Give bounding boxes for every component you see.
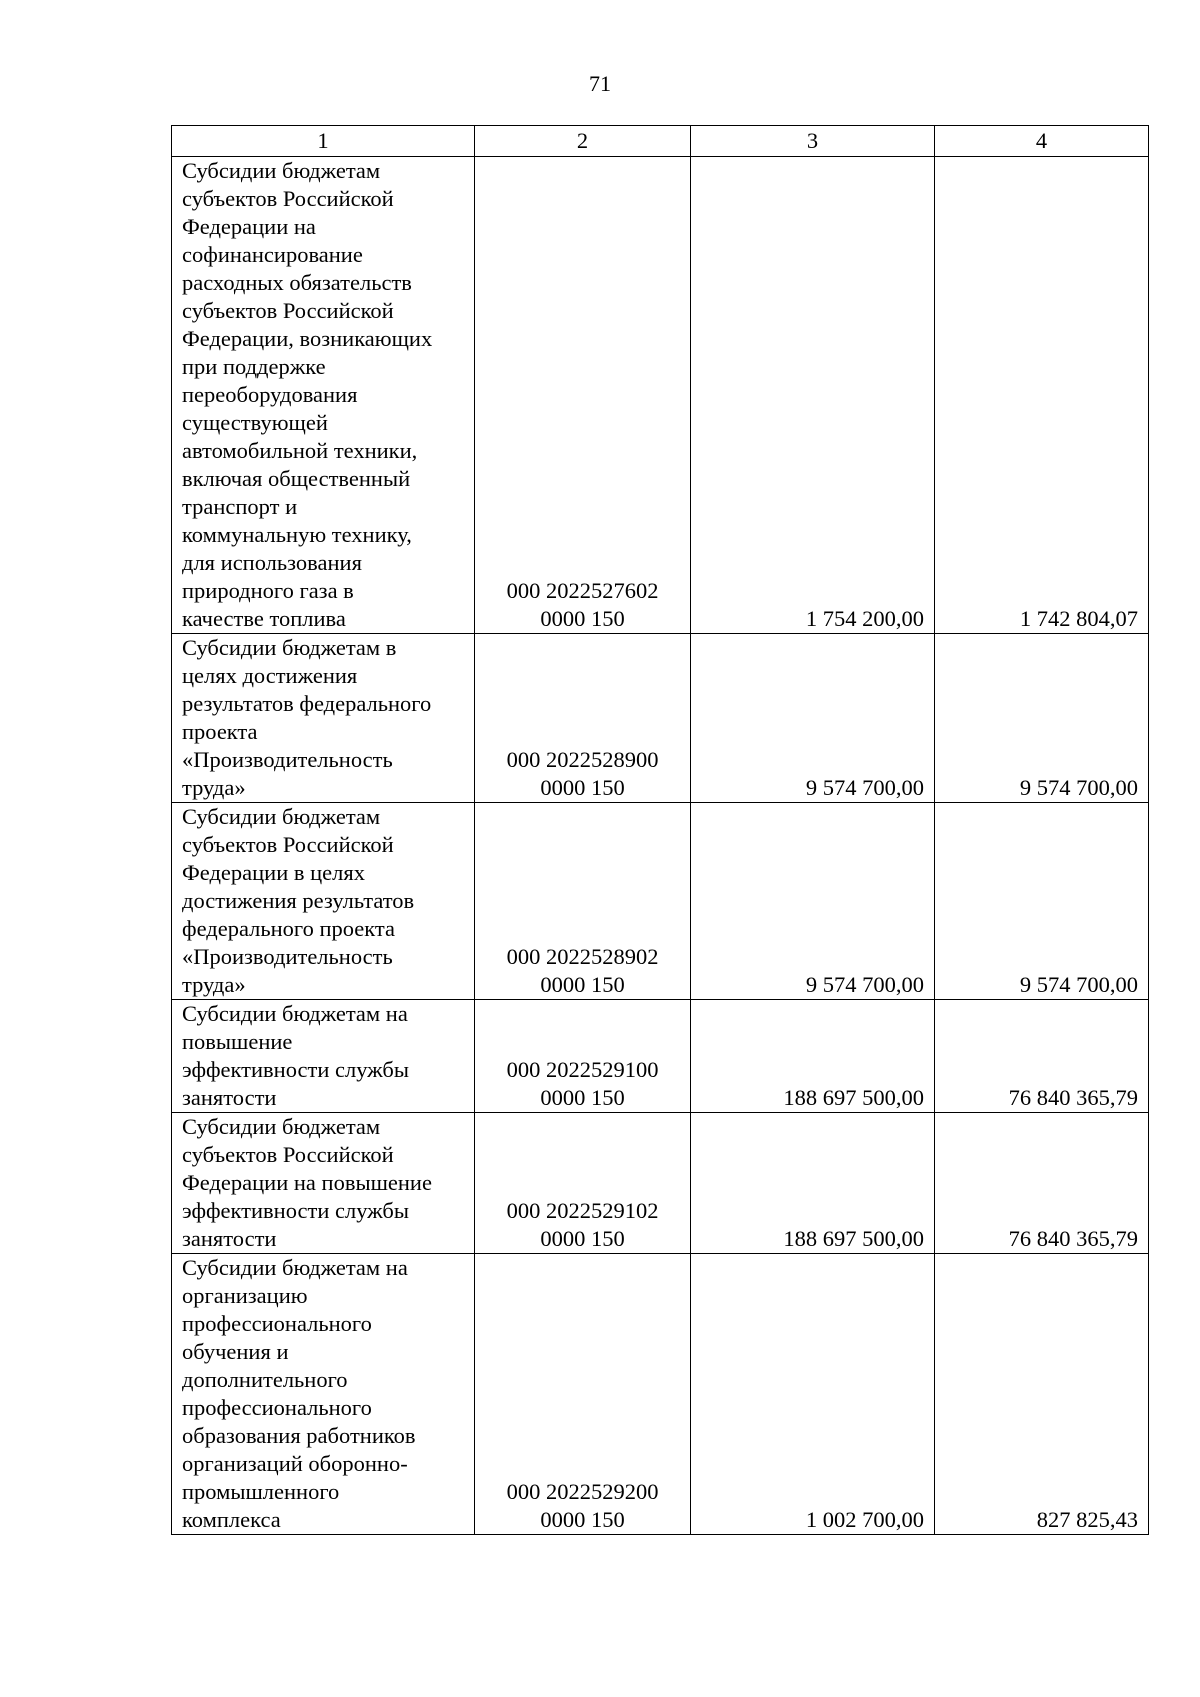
row-name: Субсидии бюджетам субъектов Российской Федерации на повышение эффективности службы занятости — [172, 1113, 475, 1254]
table-body — [172, 157, 1149, 1535]
row-code: 000 2022529102 0000 150 — [475, 1113, 691, 1254]
header-col-4: 4 — [935, 126, 1149, 157]
row-name: Субсидии бюджетам на повышение эффективности службы занятости — [172, 1000, 475, 1113]
header-col-1: 1 — [172, 126, 475, 157]
page-number: 71 — [589, 71, 611, 96]
row-code: 000 2022529200 0000 150 — [475, 1254, 691, 1535]
row-code: 000 2022527602 0000 150 — [475, 157, 691, 634]
row-code: 000 2022528900 0000 150 — [475, 634, 691, 803]
row-amount-planned: 9 574 700,00 — [691, 803, 935, 1000]
row-amount-planned: 188 697 500,00 — [691, 1113, 935, 1254]
row-amount-actual: 827 825,43 — [935, 1254, 1149, 1535]
row-amount-actual: 76 840 365,79 — [935, 1113, 1149, 1254]
row-name: Субсидии бюджетам субъектов Российской Федерации в целях достижения результатов федерального проекта «Производительность труда» — [172, 803, 475, 1000]
header-col-2: 2 — [475, 126, 691, 157]
row-amount-planned: 1 002 700,00 — [691, 1254, 935, 1535]
row-amount-planned: 188 697 500,00 — [691, 1000, 935, 1113]
header-row — [172, 126, 1149, 157]
row-name: Субсидии бюджетам субъектов Российской Федерации на софинансирование расходных обязательств субъектов Российской Федерации, возникающих при поддержке переоборудования существующей автомобильной техники, включая общественный транспорт и коммунальную технику, для использования природного газа в качестве топлива — [172, 157, 475, 634]
row-name: Субсидии бюджетам на организацию профессионального обучения и дополнительного профессионального образования работников организаций оборонно- промышленного комплекса — [172, 1254, 475, 1535]
row-code: 000 2022528902 0000 150 — [475, 803, 691, 1000]
table-row — [172, 157, 1149, 634]
row-amount-actual: 9 574 700,00 — [935, 634, 1149, 803]
row-amount-actual: 9 574 700,00 — [935, 803, 1149, 1000]
table-row — [172, 1113, 1149, 1254]
table-row — [172, 634, 1149, 803]
row-amount-actual: 1 742 804,07 — [935, 157, 1149, 634]
row-code: 000 2022529100 0000 150 — [475, 1000, 691, 1113]
table-header — [172, 126, 1149, 157]
row-amount-planned: 9 574 700,00 — [691, 634, 935, 803]
row-amount-planned: 1 754 200,00 — [691, 157, 935, 634]
row-amount-actual: 76 840 365,79 — [935, 1000, 1149, 1113]
table-row — [172, 1254, 1149, 1535]
budget-table — [171, 125, 1149, 1535]
row-name: Субсидии бюджетам в целях достижения результатов федерального проекта «Производительность труда» — [172, 634, 475, 803]
header-col-3: 3 — [691, 126, 935, 157]
table-row — [172, 803, 1149, 1000]
table-row — [172, 1000, 1149, 1113]
